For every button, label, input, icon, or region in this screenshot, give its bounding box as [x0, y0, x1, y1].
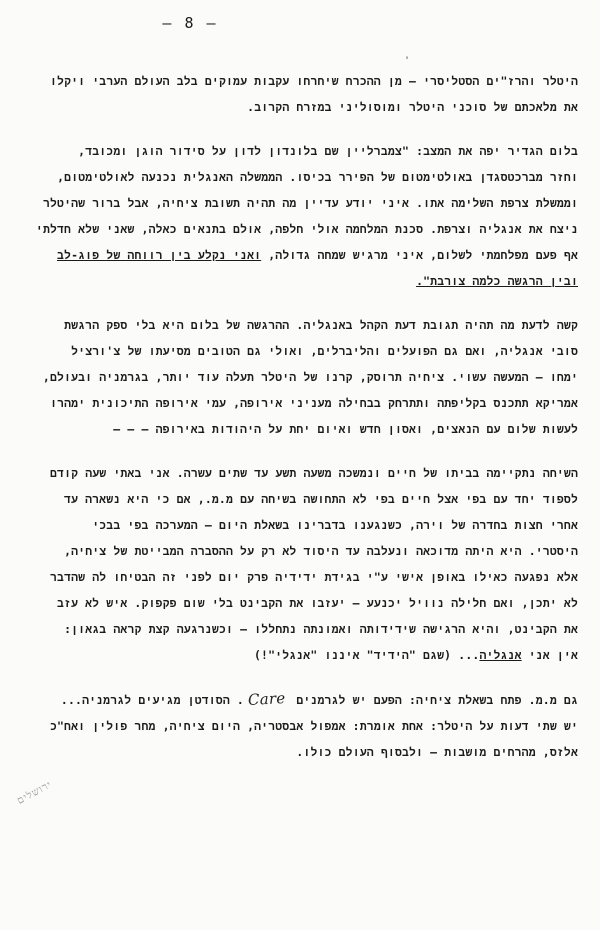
text-line: וחזר מברכטסגדן באולטימטום של הפירר בכיסו. הממשלה האנגלית נכנעה לאולטימטום,: [57, 170, 578, 184]
text-line: השיחה נתקיימה בביתו של חיים ונמשכה משעה תשע עד שתים עשרה. אני באתי שעה קודם: [50, 466, 578, 480]
text-line: את מלאכתם של סוכני היטלר ומוסוליני במזרח הקרוב.: [247, 100, 578, 114]
text-line: לא יתכן, ואם חלילה נוויל יכנעע – יעזבו את הקבינט בלי שום פקפוק. איש לא עזב: [56, 596, 578, 610]
text-line: אמריקא תתכנס בקליפתה ותתרחק בבחילה מעניני אירופה, עמי אירופה התיכונית ימהרו: [50, 396, 578, 410]
text-line: קשה לדעת מה תהיה תגובת דעת הקהל באנגליה. ההרגשה של בלום היא בלי ספק הרגשת: [64, 318, 578, 332]
text-line-last: [22, 642, 578, 668]
text-segment: אף פעם מפלחמתי לשלום, איני מרגיש שמחה גדולה,: [261, 248, 578, 262]
text-segment: . הסודטן מגיעים לגרמניה...: [60, 693, 244, 707]
text-line: את הקבינט, והיא הרגישה שידידותה ואמונתה נתחללו – וכשנרגעה קצת קראה בגאון:: [64, 622, 578, 636]
text-line: היסטרי. היא היתה מדוכאה ונעלבה עד היסוד לא רק על ההסברה המבייטת של ציחיה,: [64, 544, 578, 558]
paragraph-4: [22, 460, 578, 668]
underlined-word: אנגליה: [479, 648, 522, 662]
page-number: – 8 –: [162, 14, 218, 32]
text-line: לספוד יחד עם בפי אצל חיים בפי לא התחושה בשיחה עם מ.מ., אם כי היא נשארה עד: [63, 492, 578, 506]
paragraph-3: [22, 312, 578, 442]
text-line: ימחו – המעשה עשוי. ציחיה תרוסק, קרנו של היטלר תעלה עוד יותר, בגרמניה ובעולם,: [42, 370, 578, 384]
text-line: בלום הגדיר יפה את המצב: "צמברליין שם בלונדון לדון על סידור הוגן ומכובד,: [78, 144, 578, 158]
text-line: היטלר והרז"ים הסטליסרי – מן ההכרח שיחרחו עקבות עמוקים בלב העולם הערבי ויקלו: [50, 74, 578, 88]
paragraph-5: [22, 686, 578, 765]
text-line: יש שתי דעות על היטלר: אחת אומרת: אמפול אבסטריה, היום ציחיה, מחר פולין ואח"כ: [49, 719, 578, 733]
text-segment: ... (שגם "הידיד" איננו "אנגלי"!): [253, 648, 480, 662]
text-line: לעשות שלום עם הנאצים, ואסון חדש ואיום יחת על היהודות באירופה – – –: [113, 422, 578, 436]
underlined-segment: ואני נקלע בין רווחה של פוג-לב: [57, 248, 262, 262]
text-line: אלזס, מהרחים מושבות – ולבסוף העולם כולו.: [296, 745, 578, 759]
text-line-with-note: [22, 686, 578, 713]
body-text: [22, 68, 578, 765]
underlined-line: ובין הרגשה כלמה צורבת".: [416, 274, 578, 288]
text-segment: גם מ.מ. פתח בשאלת ציחיה: הפעם יש לגרמנים: [296, 693, 578, 707]
text-segment: אין אני: [521, 648, 578, 662]
paragraph-2: [22, 138, 578, 294]
text-line: וממשלת צרפת השלימה אתו. איני יודע עדיין מה תהיה תשובת ציחיה, אבל ברור שהיטלר: [42, 196, 578, 210]
text-line: ניצח את אנגליה וצרפת. סכנת המלחמה אולי חלפה, אולם בתנאים כאלה, שאני שלא חדלתי: [35, 222, 578, 236]
text-line: סובי אנגליה, ואם גם הפועלים והליברלים, ואולי גם הטובים מסיעתו של צ'ורציל: [71, 344, 578, 358]
paragraph-1: [22, 68, 578, 120]
text-line: אחרי חצות בחדרה של וירה, כשנגענו בדברינו בשאלת היום – המערכה בפי בבכי: [92, 518, 578, 532]
ink-speck: ˈ: [404, 56, 411, 67]
margin-stamp: ירושלים: [15, 779, 54, 807]
text-line: אלא נפגעה כאילו באופן אישי ע"י בגידת ידידיה פרק יום לפני זה הבטיחו לה שהדבר: [50, 570, 578, 584]
handwritten-note: Care: [247, 689, 286, 709]
text-line-underlined-tail: [22, 242, 578, 268]
